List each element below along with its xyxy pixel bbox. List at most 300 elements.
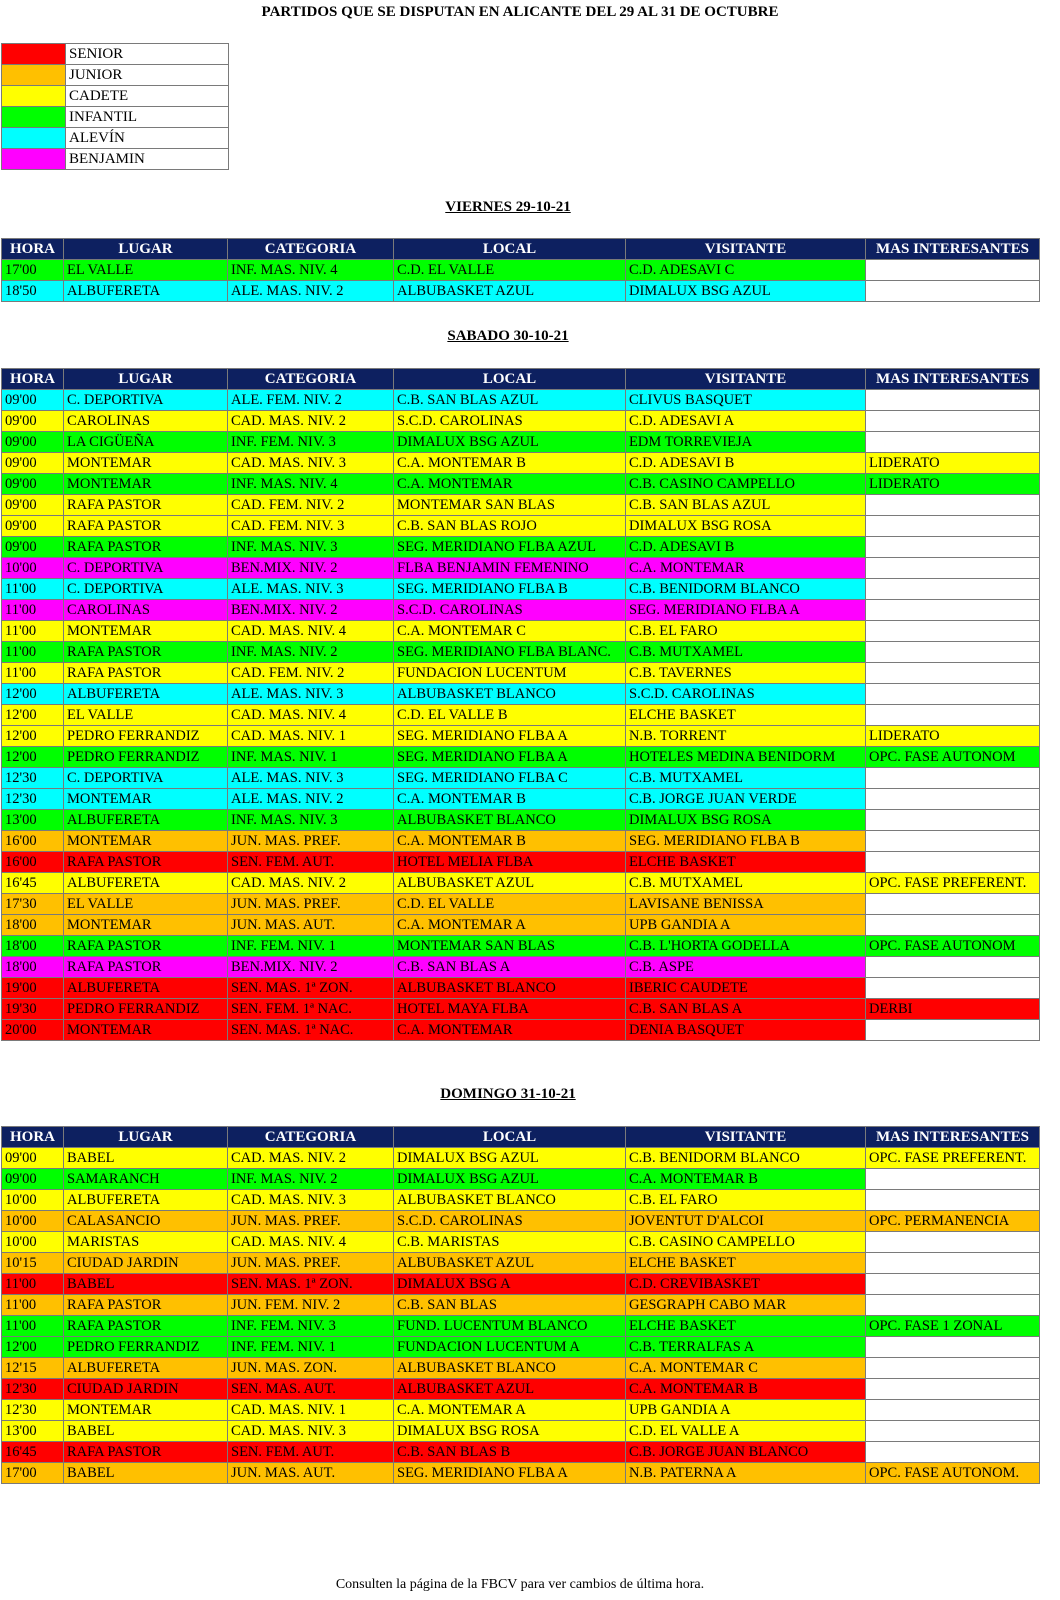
table-row — [2, 1337, 1040, 1358]
cell-visitante: C.D. CREVIBASKET — [626, 1274, 866, 1295]
cell-hora: 17'00 — [2, 260, 64, 281]
header-lugar: LUGAR — [64, 369, 228, 390]
legend-label: JUNIOR — [66, 65, 229, 86]
cell-hora: 10'00 — [2, 558, 64, 579]
cell-lugar: RAFA PASTOR — [64, 663, 228, 684]
cell-lugar: CAROLINAS — [64, 600, 228, 621]
cell-hora: 12'00 — [2, 684, 64, 705]
cell-visitante: LAVISANE BENISSA — [626, 894, 866, 915]
header-local: LOCAL — [394, 239, 626, 260]
table-row — [2, 1253, 1040, 1274]
cell-mas-interesantes — [866, 978, 1040, 999]
cell-mas-interesantes — [866, 1274, 1040, 1295]
legend-label: CADETE — [66, 86, 229, 107]
table-row — [2, 957, 1040, 978]
cell-lugar: ALBUFERETA — [64, 873, 228, 894]
cell-visitante: ELCHE BASKET — [626, 852, 866, 873]
cell-mas-interesantes — [866, 600, 1040, 621]
table-row — [2, 894, 1040, 915]
table-row — [2, 810, 1040, 831]
cell-visitante: CLIVUS BASQUET — [626, 390, 866, 411]
cell-lugar: CAROLINAS — [64, 411, 228, 432]
cell-visitante: C.B. BENIDORM BLANCO — [626, 579, 866, 600]
cell-local: C.A. MONTEMAR B — [394, 831, 626, 852]
cell-local: FUND. LUCENTUM BLANCO — [394, 1316, 626, 1337]
cell-categoria: JUN. MAS. PREF. — [228, 1253, 394, 1274]
schedule-table-domingo — [1, 1126, 1040, 1484]
cell-categoria: BEN.MIX. NIV. 2 — [228, 600, 394, 621]
cell-local: C.A. MONTEMAR B — [394, 453, 626, 474]
cell-lugar: CIUDAD JARDIN — [64, 1253, 228, 1274]
header-hora: HORA — [2, 369, 64, 390]
cell-mas-interesantes — [866, 281, 1040, 302]
cell-mas-interesantes — [866, 789, 1040, 810]
table-row — [2, 1190, 1040, 1211]
cell-visitante: ELCHE BASKET — [626, 1253, 866, 1274]
cell-categoria: ALE. MAS. NIV. 3 — [228, 768, 394, 789]
table-row — [2, 579, 1040, 600]
cell-lugar: RAFA PASTOR — [64, 957, 228, 978]
cell-categoria: JUN. MAS. AUT. — [228, 915, 394, 936]
cell-local: C.D. EL VALLE — [394, 894, 626, 915]
cell-hora: 16'45 — [2, 873, 64, 894]
cell-mas-interesantes: LIDERATO — [866, 453, 1040, 474]
cell-lugar: ALBUFERETA — [64, 978, 228, 999]
cell-lugar: C. DEPORTIVA — [64, 390, 228, 411]
cell-lugar: MONTEMAR — [64, 1020, 228, 1041]
cell-mas-interesantes — [866, 621, 1040, 642]
cell-local: DIMALUX BSG AZUL — [394, 1148, 626, 1169]
cell-local: ALBUBASKET AZUL — [394, 281, 626, 302]
cell-visitante: C.B. CASINO CAMPELLO — [626, 1232, 866, 1253]
header-lugar: LUGAR — [64, 1127, 228, 1148]
cell-categoria: ALE. FEM. NIV. 2 — [228, 390, 394, 411]
day-title-domingo: DOMINGO 31-10-21 — [440, 1086, 576, 1102]
cell-local: DIMALUX BSG ROSA — [394, 1421, 626, 1442]
cell-lugar: BABEL — [64, 1274, 228, 1295]
table-row — [2, 831, 1040, 852]
cell-hora: 09'00 — [2, 432, 64, 453]
cell-categoria: INF. MAS. NIV. 2 — [228, 1169, 394, 1190]
cell-visitante: HOTELES MEDINA BENIDORM — [626, 747, 866, 768]
cell-hora: 19'30 — [2, 999, 64, 1020]
cell-categoria: INF. MAS. NIV. 4 — [228, 474, 394, 495]
cell-visitante: C.A. MONTEMAR C — [626, 1358, 866, 1379]
table-row — [2, 1169, 1040, 1190]
cell-lugar: LA CIGÜEÑA — [64, 432, 228, 453]
cell-lugar: ALBUFERETA — [64, 1358, 228, 1379]
table-row — [2, 684, 1040, 705]
cell-mas-interesantes — [866, 411, 1040, 432]
table-row — [2, 474, 1040, 495]
cell-lugar: RAFA PASTOR — [64, 642, 228, 663]
cell-mas-interesantes — [866, 390, 1040, 411]
cell-mas-interesantes: OPC. FASE PREFERENT. — [866, 873, 1040, 894]
cell-hora: 09'00 — [2, 495, 64, 516]
cell-visitante: N.B. PATERNA A — [626, 1463, 866, 1484]
legend-color-swatch — [2, 149, 66, 170]
cell-hora: 13'00 — [2, 810, 64, 831]
cell-hora: 12'00 — [2, 726, 64, 747]
cell-mas-interesantes: DERBI — [866, 999, 1040, 1020]
cell-categoria: SEN. FEM. AUT. — [228, 1442, 394, 1463]
page-title: PARTIDOS QUE SE DISPUTAN EN ALICANTE DEL 29 AL 31 DE OCTUBRE — [261, 4, 779, 20]
table-header-row — [2, 239, 1040, 260]
cell-lugar: RAFA PASTOR — [64, 516, 228, 537]
cell-lugar: MONTEMAR — [64, 474, 228, 495]
cell-visitante: C.A. MONTEMAR B — [626, 1379, 866, 1400]
cell-mas-interesantes — [866, 558, 1040, 579]
cell-categoria: JUN. MAS. AUT. — [228, 1463, 394, 1484]
cell-categoria: BEN.MIX. NIV. 2 — [228, 957, 394, 978]
cell-hora: 10'00 — [2, 1211, 64, 1232]
table-row — [2, 411, 1040, 432]
cell-local: HOTEL MELIA FLBA — [394, 852, 626, 873]
table-row — [2, 663, 1040, 684]
cell-lugar: C. DEPORTIVA — [64, 579, 228, 600]
cell-lugar: ALBUFERETA — [64, 281, 228, 302]
cell-local: MONTEMAR SAN BLAS — [394, 495, 626, 516]
cell-visitante: IBERIC CAUDETE — [626, 978, 866, 999]
cell-hora: 10'15 — [2, 1253, 64, 1274]
table-row — [2, 1295, 1040, 1316]
cell-visitante: DIMALUX BSG ROSA — [626, 516, 866, 537]
cell-categoria: JUN. MAS. PREF. — [228, 831, 394, 852]
header-visitante: VISITANTE — [626, 1127, 866, 1148]
cell-lugar: ALBUFERETA — [64, 684, 228, 705]
cell-categoria: INF. FEM. NIV. 1 — [228, 1337, 394, 1358]
cell-categoria: SEN. MAS. 1ª ZON. — [228, 1274, 394, 1295]
cell-categoria: ALE. MAS. NIV. 2 — [228, 281, 394, 302]
cell-lugar: MONTEMAR — [64, 453, 228, 474]
cell-local: S.C.D. CAROLINAS — [394, 600, 626, 621]
cell-visitante: SEG. MERIDIANO FLBA B — [626, 831, 866, 852]
cell-mas-interesantes — [866, 1379, 1040, 1400]
table-row — [2, 1379, 1040, 1400]
cell-lugar: EL VALLE — [64, 705, 228, 726]
cell-categoria: CAD. MAS. NIV. 3 — [228, 453, 394, 474]
cell-lugar: MONTEMAR — [64, 789, 228, 810]
day-title-sabado: SABADO 30-10-21 — [447, 328, 569, 344]
cell-categoria: CAD. FEM. NIV. 3 — [228, 516, 394, 537]
cell-visitante: C.B. ASPE — [626, 957, 866, 978]
cell-categoria: CAD. FEM. NIV. 2 — [228, 663, 394, 684]
cell-categoria: CAD. MAS. NIV. 4 — [228, 1232, 394, 1253]
cell-categoria: JUN. FEM. NIV. 2 — [228, 1295, 394, 1316]
cell-local: C.B. SAN BLAS A — [394, 957, 626, 978]
cell-mas-interesantes — [866, 663, 1040, 684]
table-row — [2, 852, 1040, 873]
cell-local: SEG. MERIDIANO FLBA A — [394, 747, 626, 768]
cell-local: ALBUBASKET BLANCO — [394, 684, 626, 705]
table-row — [2, 999, 1040, 1020]
cell-categoria: CAD. MAS. NIV. 1 — [228, 726, 394, 747]
cell-local: C.D. EL VALLE — [394, 260, 626, 281]
legend-row — [2, 128, 229, 149]
cell-categoria: ALE. MAS. NIV. 3 — [228, 684, 394, 705]
cell-categoria: CAD. MAS. NIV. 3 — [228, 1421, 394, 1442]
cell-hora: 11'00 — [2, 642, 64, 663]
cell-visitante: C.D. ADESAVI B — [626, 537, 866, 558]
cell-visitante: C.A. MONTEMAR — [626, 558, 866, 579]
cell-lugar: EL VALLE — [64, 260, 228, 281]
cell-visitante: GESGRAPH CABO MAR — [626, 1295, 866, 1316]
cell-visitante: C.B. TAVERNES — [626, 663, 866, 684]
cell-visitante: C.B. TERRALFAS A — [626, 1337, 866, 1358]
cell-local: ALBUBASKET BLANCO — [394, 1190, 626, 1211]
cell-mas-interesantes — [866, 537, 1040, 558]
cell-lugar: PEDRO FERRANDIZ — [64, 747, 228, 768]
cell-mas-interesantes — [866, 810, 1040, 831]
cell-categoria: SEN. MAS. 1ª NAC. — [228, 1020, 394, 1041]
table-row — [2, 558, 1040, 579]
cell-mas-interesantes: OPC. FASE AUTONOM — [866, 936, 1040, 957]
table-row — [2, 260, 1040, 281]
cell-hora: 11'00 — [2, 579, 64, 600]
cell-local: C.B. SAN BLAS ROJO — [394, 516, 626, 537]
cell-visitante: DENIA BASQUET — [626, 1020, 866, 1041]
cell-local: C.B. SAN BLAS AZUL — [394, 390, 626, 411]
header-visitante: VISITANTE — [626, 369, 866, 390]
cell-hora: 09'00 — [2, 1169, 64, 1190]
cell-visitante: C.B. SAN BLAS AZUL — [626, 495, 866, 516]
cell-visitante: DIMALUX BSG ROSA — [626, 810, 866, 831]
cell-local: SEG. MERIDIANO FLBA B — [394, 579, 626, 600]
cell-visitante: C.B. MUTXAMEL — [626, 768, 866, 789]
cell-lugar: ALBUFERETA — [64, 810, 228, 831]
header-categoria: CATEGORIA — [228, 369, 394, 390]
cell-local: SEG. MERIDIANO FLBA BLANC. — [394, 642, 626, 663]
cell-local: C.A. MONTEMAR A — [394, 915, 626, 936]
cell-mas-interesantes — [866, 684, 1040, 705]
table-row — [2, 1148, 1040, 1169]
table-row — [2, 936, 1040, 957]
cell-hora: 11'00 — [2, 621, 64, 642]
legend-label: INFANTIL — [66, 107, 229, 128]
cell-hora: 16'00 — [2, 831, 64, 852]
cell-hora: 12'00 — [2, 1337, 64, 1358]
cell-categoria: JUN. MAS. PREF. — [228, 1211, 394, 1232]
cell-local: S.C.D. CAROLINAS — [394, 1211, 626, 1232]
cell-local: FLBA BENJAMIN FEMENINO — [394, 558, 626, 579]
table-row — [2, 705, 1040, 726]
header-hora: HORA — [2, 239, 64, 260]
cell-hora: 12'15 — [2, 1358, 64, 1379]
cell-local: C.A. MONTEMAR — [394, 474, 626, 495]
cell-local: S.C.D. CAROLINAS — [394, 411, 626, 432]
cell-mas-interesantes — [866, 1295, 1040, 1316]
cell-local: FUNDACION LUCENTUM — [394, 663, 626, 684]
cell-hora: 10'00 — [2, 1190, 64, 1211]
legend-label: ALEVÍN — [66, 128, 229, 149]
cell-local: ALBUBASKET BLANCO — [394, 1358, 626, 1379]
table-row — [2, 1400, 1040, 1421]
cell-local: SEG. MERIDIANO FLBA C — [394, 768, 626, 789]
cell-mas-interesantes: OPC. FASE 1 ZONAL — [866, 1316, 1040, 1337]
table-row — [2, 789, 1040, 810]
cell-categoria: INF. FEM. NIV. 3 — [228, 1316, 394, 1337]
cell-mas-interesantes: OPC. FASE AUTONOM — [866, 747, 1040, 768]
header-mas-interesantes: MAS INTERESANTES — [866, 1127, 1040, 1148]
cell-local: MONTEMAR SAN BLAS — [394, 936, 626, 957]
cell-hora: 09'00 — [2, 474, 64, 495]
cell-lugar: ALBUFERETA — [64, 1190, 228, 1211]
table-row — [2, 1020, 1040, 1041]
cell-mas-interesantes — [866, 432, 1040, 453]
cell-hora: 20'00 — [2, 1020, 64, 1041]
cell-categoria: SEN. FEM. AUT. — [228, 852, 394, 873]
table-row — [2, 978, 1040, 999]
legend-color-swatch — [2, 65, 66, 86]
cell-mas-interesantes — [866, 1232, 1040, 1253]
cell-hora: 19'00 — [2, 978, 64, 999]
cell-lugar: CALASANCIO — [64, 1211, 228, 1232]
table-row — [2, 390, 1040, 411]
cell-mas-interesantes: OPC. PERMANENCIA — [866, 1211, 1040, 1232]
cell-mas-interesantes — [866, 1169, 1040, 1190]
cell-categoria: CAD. MAS. NIV. 2 — [228, 873, 394, 894]
cell-hora: 12'00 — [2, 705, 64, 726]
cell-local: C.A. MONTEMAR A — [394, 1400, 626, 1421]
table-row — [2, 432, 1040, 453]
cell-categoria: BEN.MIX. NIV. 2 — [228, 558, 394, 579]
table-row — [2, 642, 1040, 663]
cell-mas-interesantes: OPC. FASE PREFERENT. — [866, 1148, 1040, 1169]
cell-local: DIMALUX BSG A — [394, 1274, 626, 1295]
cell-visitante: DIMALUX BSG AZUL — [626, 281, 866, 302]
cell-hora: 12'00 — [2, 747, 64, 768]
cell-categoria: SEN. FEM. 1ª NAC. — [228, 999, 394, 1020]
legend-row — [2, 86, 229, 107]
cell-mas-interesantes — [866, 894, 1040, 915]
cell-visitante: C.B. BENIDORM BLANCO — [626, 1148, 866, 1169]
cell-hora: 11'00 — [2, 1274, 64, 1295]
cell-categoria: JUN. MAS. ZON. — [228, 1358, 394, 1379]
cell-local: SEG. MERIDIANO FLBA AZUL — [394, 537, 626, 558]
cell-lugar: PEDRO FERRANDIZ — [64, 999, 228, 1020]
cell-hora: 09'00 — [2, 1148, 64, 1169]
cell-lugar: RAFA PASTOR — [64, 1295, 228, 1316]
cell-lugar: BABEL — [64, 1148, 228, 1169]
cell-hora: 18'00 — [2, 915, 64, 936]
table-row — [2, 621, 1040, 642]
cell-mas-interesantes: LIDERATO — [866, 474, 1040, 495]
legend-label: BENJAMIN — [66, 149, 229, 170]
cell-mas-interesantes — [866, 495, 1040, 516]
table-row — [2, 1232, 1040, 1253]
cell-categoria: ALE. MAS. NIV. 3 — [228, 579, 394, 600]
cell-lugar: MONTEMAR — [64, 915, 228, 936]
cell-lugar: EL VALLE — [64, 894, 228, 915]
cell-hora: 09'00 — [2, 411, 64, 432]
footer-note: Consulten la página de la FBCV para ver cambios de última hora. — [335, 1577, 705, 1592]
cell-visitante: ELCHE BASKET — [626, 1316, 866, 1337]
cell-lugar: RAFA PASTOR — [64, 537, 228, 558]
cell-categoria: SEN. MAS. AUT. — [228, 1379, 394, 1400]
table-row — [2, 1463, 1040, 1484]
legend-row — [2, 107, 229, 128]
table-row — [2, 747, 1040, 768]
cell-hora: 12'30 — [2, 789, 64, 810]
cell-visitante: C.D. ADESAVI B — [626, 453, 866, 474]
cell-categoria: CAD. MAS. NIV. 4 — [228, 705, 394, 726]
table-row — [2, 1358, 1040, 1379]
cell-mas-interesantes: LIDERATO — [866, 726, 1040, 747]
cell-local: ALBUBASKET BLANCO — [394, 978, 626, 999]
cell-visitante: C.D. EL VALLE A — [626, 1421, 866, 1442]
cell-visitante: ELCHE BASKET — [626, 705, 866, 726]
cell-mas-interesantes — [866, 516, 1040, 537]
cell-categoria: INF. MAS. NIV. 4 — [228, 260, 394, 281]
cell-categoria: INF. FEM. NIV. 1 — [228, 936, 394, 957]
cell-lugar: SAMARANCH — [64, 1169, 228, 1190]
cell-visitante: C.B. L'HORTA GODELLA — [626, 936, 866, 957]
cell-categoria: CAD. FEM. NIV. 2 — [228, 495, 394, 516]
cell-visitante: C.B. MUTXAMEL — [626, 642, 866, 663]
cell-mas-interesantes — [866, 579, 1040, 600]
cell-mas-interesantes — [866, 1442, 1040, 1463]
table-row — [2, 453, 1040, 474]
legend-color-swatch — [2, 44, 66, 65]
table-row — [2, 915, 1040, 936]
cell-categoria: INF. MAS. NIV. 1 — [228, 747, 394, 768]
cell-hora: 11'00 — [2, 600, 64, 621]
cell-hora: 17'30 — [2, 894, 64, 915]
table-row — [2, 1274, 1040, 1295]
cell-visitante: S.C.D. CAROLINAS — [626, 684, 866, 705]
table-row — [2, 1211, 1040, 1232]
cell-hora: 09'00 — [2, 390, 64, 411]
table-row — [2, 537, 1040, 558]
cell-categoria: INF. FEM. NIV. 3 — [228, 432, 394, 453]
cell-categoria: CAD. MAS. NIV. 4 — [228, 621, 394, 642]
header-local: LOCAL — [394, 369, 626, 390]
header-mas-interesantes: MAS INTERESANTES — [866, 239, 1040, 260]
cell-lugar: MONTEMAR — [64, 1400, 228, 1421]
cell-local: SEG. MERIDIANO FLBA A — [394, 1463, 626, 1484]
cell-hora: 18'00 — [2, 936, 64, 957]
schedule-table-viernes — [1, 238, 1040, 302]
cell-lugar: BABEL — [64, 1463, 228, 1484]
category-legend — [1, 43, 229, 170]
cell-lugar: RAFA PASTOR — [64, 495, 228, 516]
header-mas-interesantes: MAS INTERESANTES — [866, 369, 1040, 390]
cell-mas-interesantes — [866, 1400, 1040, 1421]
table-header-row — [2, 369, 1040, 390]
cell-lugar: PEDRO FERRANDIZ — [64, 1337, 228, 1358]
cell-categoria: CAD. MAS. NIV. 1 — [228, 1400, 394, 1421]
table-row — [2, 1316, 1040, 1337]
cell-mas-interesantes — [866, 1337, 1040, 1358]
cell-visitante: C.A. MONTEMAR B — [626, 1169, 866, 1190]
cell-lugar: RAFA PASTOR — [64, 936, 228, 957]
cell-local: C.A. MONTEMAR — [394, 1020, 626, 1041]
cell-local: C.B. MARISTAS — [394, 1232, 626, 1253]
cell-visitante: UPB GANDIA A — [626, 1400, 866, 1421]
header-lugar: LUGAR — [64, 239, 228, 260]
cell-local: HOTEL MAYA FLBA — [394, 999, 626, 1020]
cell-hora: 16'00 — [2, 852, 64, 873]
cell-hora: 09'00 — [2, 516, 64, 537]
cell-visitante: C.B. EL FARO — [626, 1190, 866, 1211]
table-row — [2, 495, 1040, 516]
header-categoria: CATEGORIA — [228, 239, 394, 260]
cell-local: DIMALUX BSG AZUL — [394, 1169, 626, 1190]
header-local: LOCAL — [394, 1127, 626, 1148]
cell-hora: 12'30 — [2, 768, 64, 789]
table-row — [2, 281, 1040, 302]
table-row — [2, 516, 1040, 537]
